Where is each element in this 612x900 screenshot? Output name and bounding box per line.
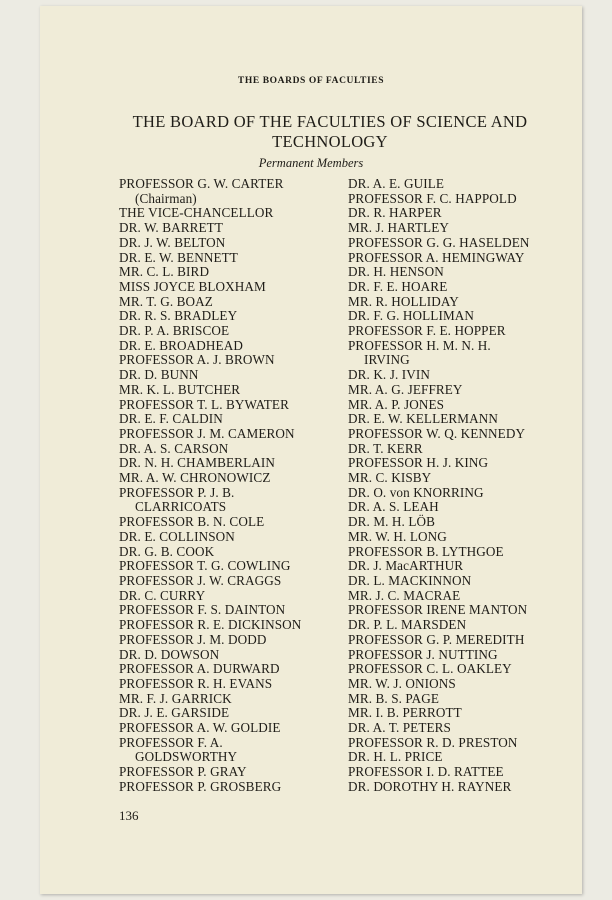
member-entry: DR. A. E. GUILE [348, 176, 445, 191]
member-entry: PROFESSOR W. Q. KENNEDY [348, 425, 526, 441]
member-entry: DR. G. B. COOK [119, 543, 215, 559]
member-entry: PROFESSOR P. GRAY [119, 764, 247, 780]
member-entry: PROFESSOR G. P. MEREDITH [348, 631, 525, 647]
member-entry: PROFESSOR R. H. EVANS [119, 675, 273, 691]
member-entry: PROFESSOR J. M. CAMERON [119, 425, 295, 441]
member-entry-continuation: IRVING [364, 352, 410, 368]
member-entry: PROFESSOR G. W. CARTER [119, 176, 284, 191]
member-entry: PROFESSOR IRENE MANTON [348, 602, 528, 618]
member-entry: DR. H. HENSON [348, 264, 444, 280]
member-entry: PROFESSOR H. J. KING [348, 455, 489, 471]
member-entry: DR. T. KERR [348, 440, 423, 456]
member-entry: DR. R. S. BRADLEY [119, 308, 238, 324]
member-entry: PROFESSOR P. J. B. [119, 484, 235, 500]
member-entry: DR. N. H. CHAMBERLAIN [119, 455, 275, 471]
member-entry: DR. D. BUNN [119, 367, 199, 383]
member-entry-continuation: GOLDSWORTHY [135, 749, 238, 765]
member-entry: MR. T. G. BOAZ [119, 293, 213, 309]
member-entry: MR. F. J. GARRICK [119, 690, 232, 706]
member-entry: PROFESSOR P. GROSBERG [119, 778, 282, 794]
member-entry: MISS JOYCE BLOXHAM [119, 278, 266, 294]
member-entry: MR. B. S. PAGE [348, 690, 440, 706]
member-entry: MR. C. KISBY [348, 470, 432, 486]
book-page [40, 6, 582, 894]
section-subtitle: Permanent Members [258, 156, 364, 170]
member-entry: DR. A. S. LEAH [348, 499, 439, 515]
member-entry: DR. E. W. BENNETT [119, 249, 238, 265]
member-entry: DR. C. CURRY [119, 587, 206, 603]
member-entry: PROFESSOR T. L. BYWATER [119, 396, 289, 412]
page-number: 136 [119, 808, 139, 823]
member-entry: PROFESSOR R. E. DICKINSON [119, 617, 302, 633]
member-entry: DR. D. DOWSON [119, 646, 220, 662]
member-entry: MR. K. L. BUTCHER [119, 381, 241, 397]
member-entry: MR. W. J. ONIONS [348, 675, 456, 691]
member-entry: DR. L. MACKINNON [348, 572, 472, 588]
member-entry: DR. R. HARPER [348, 205, 442, 221]
member-entry: MR. W. H. LONG [348, 528, 447, 544]
member-entry: DR. E. W. KELLERMANN [348, 411, 498, 427]
member-entry: MR. C. L. BIRD [119, 264, 210, 280]
member-entry-continuation: CLARRICOATS [135, 499, 227, 515]
member-entry: DR. K. J. IVIN [348, 367, 430, 383]
member-entry: PROFESSOR A. DURWARD [119, 661, 280, 677]
member-entry: PROFESSOR A. W. GOLDIE [119, 720, 281, 736]
member-entry: PROFESSOR A. HEMINGWAY [348, 249, 525, 265]
member-list-left [119, 177, 341, 795]
member-entry: DR. A. S. CARSON [119, 440, 229, 456]
member-entry: DR. P. L. MARSDEN [348, 617, 467, 633]
member-entry: DR. E. COLLINSON [119, 528, 235, 544]
member-entry: DR. H. L. PRICE [348, 749, 443, 765]
member-entry-continuation: (Chairman) [135, 190, 197, 206]
member-entry: DR. A. T. PETERS [348, 720, 451, 736]
member-entry: DR. J. W. BELTON [119, 234, 226, 250]
member-entry: PROFESSOR C. L. OAKLEY [348, 661, 512, 677]
member-entry: PROFESSOR T. G. COWLING [119, 558, 291, 574]
member-list-right [348, 177, 580, 795]
member-entry: MR. A. G. JEFFREY [348, 381, 463, 397]
member-entry: MR. I. B. PERROTT [348, 705, 462, 721]
member-entry: DR. O. von KNORRING [348, 484, 484, 500]
member-entry: DR. DOROTHY H. RAYNER [348, 778, 512, 794]
member-entry: PROFESSOR F. E. HOPPER [348, 323, 506, 339]
member-entry: PROFESSOR F. C. HAPPOLD [348, 190, 517, 206]
member-entry: PROFESSOR J. M. DODD [119, 631, 267, 647]
member-entry: PROFESSOR F. S. DAINTON [119, 602, 286, 618]
member-entry: MR. R. HOLLIDAY [348, 293, 459, 309]
member-entry: MR. J. HARTLEY [348, 220, 449, 236]
member-entry: PROFESSOR F. A. [119, 734, 223, 750]
member-entry: DR. W. BARRETT [119, 220, 223, 236]
member-entry: PROFESSOR G. G. HASELDEN [348, 234, 530, 250]
member-entry: DR. E. F. CALDIN [119, 411, 223, 427]
member-entry: PROFESSOR B. LYTHGOE [348, 543, 504, 559]
page-title: THE BOARD OF THE FACULTIES OF SCIENCE AND TECHNOLOGY [132, 112, 528, 151]
member-entry: DR. J. MacARTHUR [348, 558, 464, 574]
member-entry: DR. M. H. LÖB [348, 514, 436, 530]
running-head: THE BOARDS OF FACULTIES [237, 76, 385, 86]
member-entry: DR. F. E. HOARE [348, 278, 448, 294]
member-entry: DR. P. A. BRISCOE [119, 323, 230, 339]
member-entry: MR. A. P. JONES [348, 396, 445, 412]
member-entry: DR. F. G. HOLLIMAN [348, 308, 475, 324]
member-entry: PROFESSOR R. D. PRESTON [348, 734, 518, 750]
member-entry: THE VICE-CHANCELLOR [119, 205, 274, 221]
member-entry: DR. J. E. GARSIDE [119, 705, 230, 721]
member-entry: PROFESSOR I. D. RATTEE [348, 764, 504, 780]
member-entry: PROFESSOR J. W. CRAGGS [119, 572, 282, 588]
member-entry: MR. J. C. MACRAE [348, 587, 461, 603]
member-entry: MR. A. W. CHRONOWICZ [119, 470, 271, 486]
member-entry: PROFESSOR A. J. BROWN [119, 352, 275, 368]
member-entry: PROFESSOR B. N. COLE [119, 514, 265, 530]
member-entry: DR. E. BROADHEAD [119, 337, 243, 353]
member-entry: PROFESSOR H. M. N. H. [348, 337, 491, 353]
member-entry: PROFESSOR J. NUTTING [348, 646, 498, 662]
